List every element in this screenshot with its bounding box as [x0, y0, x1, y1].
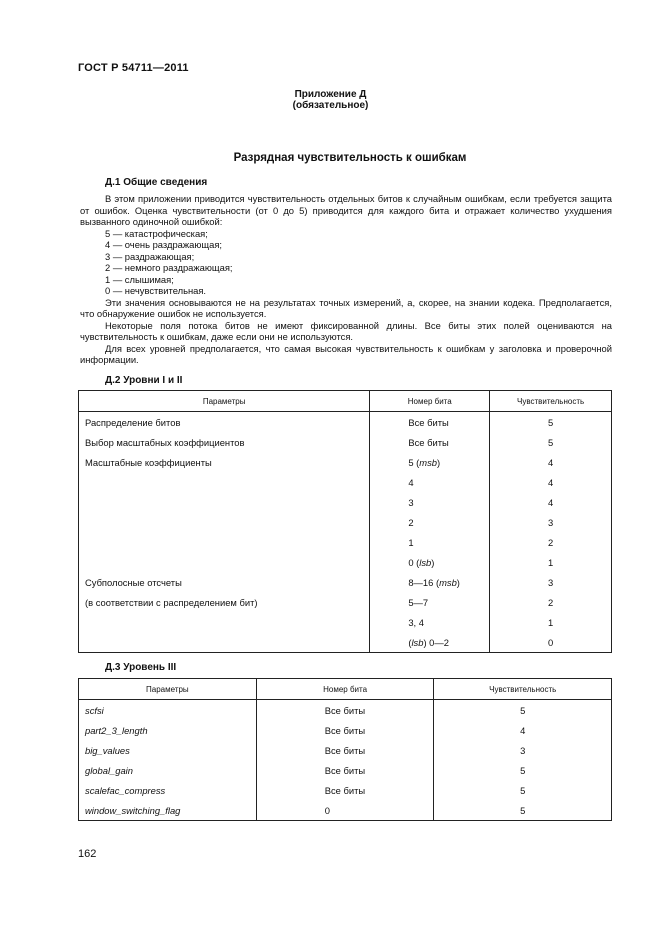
- param-cell: (в соответствии с распределением бит): [79, 592, 370, 612]
- param-cell: scfsi: [79, 700, 257, 721]
- sensitivity-cell: 5: [434, 800, 612, 821]
- bit-cell: 5 (msb): [370, 452, 490, 472]
- paragraph: Некоторые поля потока битов не имеют фиксированной длины. Все биты этих полей оцениваются на чувствительность к ошибкам, даже если они не используются.: [80, 319, 612, 342]
- sensitivity-cell: 4: [490, 452, 612, 472]
- section1-heading: Д.1 Общие сведения: [105, 177, 208, 188]
- appendix-title: Приложение Д: [294, 89, 367, 100]
- section1-body: [80, 193, 612, 366]
- document-code: ГОСТ Р 54711—2011: [78, 62, 189, 74]
- bit-cell: Все биты: [370, 412, 490, 433]
- level-item: 3 — раздражающая;: [105, 250, 195, 262]
- sensitivity-cell: 4: [434, 720, 612, 740]
- level-3-table: [78, 678, 612, 821]
- param-cell: window_switching_flag: [79, 800, 257, 821]
- section3-heading: Д.3 Уровень III: [105, 662, 177, 673]
- bit-cell: 2: [370, 512, 490, 532]
- table-row: [79, 472, 612, 492]
- sensitivity-cell: 5: [434, 700, 612, 721]
- level-item: 4 — очень раздражающая;: [105, 239, 223, 250]
- main-title: Разрядная чувствительность к ошибкам: [233, 152, 467, 164]
- param-cell: [79, 612, 370, 632]
- bit-cell: Все биты: [256, 700, 434, 721]
- bit-cell: Все биты: [256, 760, 434, 780]
- table-row: [79, 800, 612, 821]
- bit-cell: 1: [370, 532, 490, 552]
- intro-paragraph: В этом приложении приводится чувствительность отдельных битов к случайным ошибкам, если требуется защита от ошибок. Оценка чувствительности (от 0 до 5) приводится для каждого бита и отражает количество ухудшения вызванного одиночной ошибкой:: [80, 193, 612, 227]
- table-row: [79, 452, 612, 472]
- param-cell: [79, 552, 370, 572]
- table-row: [79, 780, 612, 800]
- sensitivity-cell: 3: [490, 512, 612, 532]
- param-cell: [79, 492, 370, 512]
- table-row: [79, 492, 612, 512]
- param-cell: global_gain: [79, 760, 257, 780]
- bit-cell: 4: [370, 472, 490, 492]
- paragraph: Эти значения основываются не на результатах точных измерений, а, скорее, на знании кодека. Предполагается, что обнаружение ошибок не используется.: [80, 296, 612, 319]
- sensitivity-cell: 0: [490, 632, 612, 653]
- column-header: Номер бита: [370, 391, 490, 412]
- table-row: [79, 572, 612, 592]
- table-row: [79, 760, 612, 780]
- param-cell: part2_3_length: [79, 720, 257, 740]
- bit-cell: Все биты: [370, 432, 490, 452]
- bit-cell: (lsb) 0—2: [370, 632, 490, 653]
- bit-cell: 3: [370, 492, 490, 512]
- param-cell: Распределение битов: [79, 412, 370, 433]
- table-row: [79, 532, 612, 552]
- section2-heading: Д.2 Уровни I и II: [105, 375, 183, 386]
- sensitivity-cell: 4: [490, 492, 612, 512]
- param-cell: [79, 532, 370, 552]
- bit-cell: Все биты: [256, 720, 434, 740]
- table-row: [79, 700, 612, 721]
- bit-cell: 0: [256, 800, 434, 821]
- table-row: [79, 432, 612, 452]
- page-number: 162: [78, 848, 97, 860]
- table-row: [79, 592, 612, 612]
- level-item: 0 — нечувствительная.: [105, 285, 207, 296]
- param-cell: big_values: [79, 740, 257, 760]
- table-row: [79, 632, 612, 653]
- levels-1-2-table: [78, 390, 612, 653]
- column-header: Параметры: [79, 391, 370, 412]
- bit-cell: 0 (lsb): [370, 552, 490, 572]
- table-row: [79, 412, 612, 433]
- sensitivity-cell: 2: [490, 532, 612, 552]
- bit-cell: Все биты: [256, 780, 434, 800]
- param-cell: Выбор масштабных коэффициентов: [79, 432, 370, 452]
- param-cell: Субполосные отсчеты: [79, 572, 370, 592]
- sensitivity-cell: 2: [490, 592, 612, 612]
- param-cell: Масштабные коэффициенты: [79, 452, 370, 472]
- sensitivity-cell: 3: [490, 572, 612, 592]
- param-cell: [79, 632, 370, 653]
- sensitivity-cell: 1: [490, 552, 612, 572]
- bit-cell: Все биты: [256, 740, 434, 760]
- sensitivity-cell: 5: [434, 780, 612, 800]
- sensitivity-cell: 4: [490, 472, 612, 492]
- level-item: 5 — катастрофическая;: [105, 227, 208, 239]
- sensitivity-cell: 5: [434, 760, 612, 780]
- sensitivity-cell: 5: [490, 412, 612, 433]
- param-cell: [79, 512, 370, 532]
- column-header: Чувствительность: [490, 391, 612, 412]
- sensitivity-cell: 3: [434, 740, 612, 760]
- column-header: Чувствительность: [434, 679, 612, 700]
- bit-cell: 3, 4: [370, 612, 490, 632]
- table-row: [79, 740, 612, 760]
- level-item: 2 — немного раздражающая;: [105, 262, 233, 273]
- table-row: [79, 612, 612, 632]
- appendix-status: (обязательное): [292, 100, 369, 111]
- column-header: Параметры: [79, 679, 257, 700]
- paragraph: Для всех уровней предполагается, что самая высокая чувствительность к ошибкам у заголовка и проверочной информации.: [80, 342, 612, 365]
- table-row: [79, 720, 612, 740]
- param-cell: [79, 472, 370, 492]
- level-item: 1 — слышимая;: [105, 273, 174, 285]
- bit-cell: 8—16 (msb): [370, 572, 490, 592]
- table-row: [79, 512, 612, 532]
- sensitivity-cell: 1: [490, 612, 612, 632]
- param-cell: scalefac_compress: [79, 780, 257, 800]
- bit-cell: 5—7: [370, 592, 490, 612]
- column-header: Номер бита: [256, 679, 434, 700]
- sensitivity-cell: 5: [490, 432, 612, 452]
- table-row: [79, 552, 612, 572]
